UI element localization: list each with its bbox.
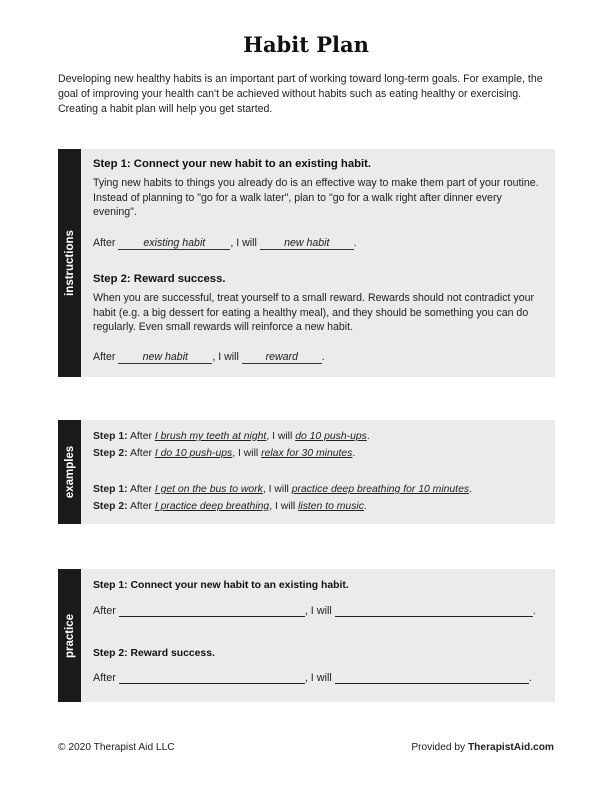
after-word: After [129, 484, 152, 495]
i-will-word: , I will [232, 448, 259, 459]
i-will-word: , I will [230, 237, 257, 249]
practice-step2-line [93, 672, 532, 684]
new-habit-input[interactable] [119, 672, 305, 684]
existing-habit-blank: existing habit [118, 237, 230, 250]
period: . [353, 237, 357, 249]
existing-habit-text: I brush my teeth at night [154, 431, 267, 442]
example-row [93, 447, 355, 461]
new-habit-blank: new habit [118, 351, 212, 364]
examples-section [58, 420, 555, 524]
i-will-word: , I will [262, 484, 289, 495]
period: . [532, 605, 536, 617]
footer-copyright: © 2020 Therapist Aid LLC [58, 742, 175, 753]
period: . [469, 484, 472, 495]
practice-section [58, 569, 555, 702]
instructions-step1-body: Tying new habits to things you already do is an effective way to make them part of your routine. Instead of planning to "go for a walk later", plan to "go for a walk right after dinner every evening". [93, 177, 539, 218]
instructions-step2-heading: Step 2: Reward success. [93, 273, 226, 285]
practice-step1-line [93, 605, 536, 617]
page-title: Habit Plan [243, 32, 369, 57]
example-row [93, 483, 472, 497]
examples-tab-label: examples [63, 445, 76, 499]
practice-tab-label: practice [63, 613, 76, 658]
instructions-step2-example [93, 351, 325, 364]
after-word: After [129, 501, 152, 512]
step-label: Step 2: [93, 501, 128, 512]
reward-text: relax for 30 minutes [261, 448, 353, 459]
instructions-tab-label: instructions [63, 230, 76, 296]
provided-by-text: Provided by [411, 742, 468, 753]
reward-text: listen to music [298, 501, 364, 512]
existing-habit-text: I practice deep breathing [154, 501, 270, 512]
step-label: Step 2: [93, 448, 128, 459]
practice-step1-heading: Step 1: Connect your new habit to an existing habit. [93, 580, 349, 591]
reward-blank: reward [242, 351, 322, 364]
reward-input[interactable] [335, 672, 529, 684]
period: . [528, 672, 532, 684]
i-will-word: , I will [304, 672, 332, 684]
after-word: After [93, 351, 116, 363]
new-habit-blank: new habit [260, 237, 354, 250]
i-will-word: , I will [304, 605, 332, 617]
after-word: After [93, 672, 116, 684]
instructions-step1-heading: Step 1: Connect your new habit to an existing habit. [93, 158, 372, 170]
practice-tab [58, 569, 81, 702]
example-row [93, 500, 367, 514]
existing-habit-text: I do 10 push-ups [154, 448, 233, 459]
example-row [93, 430, 370, 444]
existing-habit-input[interactable] [119, 605, 305, 617]
i-will-word: , I will [269, 501, 296, 512]
period: . [321, 351, 325, 363]
step-label: Step 1: [93, 484, 128, 495]
after-word: After [129, 448, 152, 459]
instructions-section [58, 149, 555, 377]
brand-link[interactable]: TherapistAid.com [467, 742, 554, 753]
period: . [366, 431, 370, 442]
after-word: After [93, 237, 116, 249]
practice-step2-heading: Step 2: Reward success. [93, 648, 215, 659]
i-will-word: , I will [266, 431, 293, 442]
period: . [352, 448, 356, 459]
step-label: Step 1: [93, 431, 128, 442]
examples-tab [58, 420, 81, 524]
after-word: After [129, 431, 152, 442]
new-habit-input[interactable] [335, 605, 533, 617]
instructions-step1-example [93, 237, 357, 250]
instructions-tab [58, 149, 81, 377]
existing-habit-text: I get on the bus to work [154, 484, 263, 495]
footer-provided-by [411, 742, 554, 753]
i-will-word: , I will [212, 351, 239, 363]
period: . [363, 501, 367, 512]
new-habit-text: practice deep breathing for 10 minutes [291, 484, 470, 495]
instructions-step2-body: When you are successful, treat yourself to a small reward. Rewards should not contradict your habit (e.g. a big dessert for eating a healthy meal), and they should be something you can do regularly. Even small rewards will reinforce a new habit. [93, 292, 535, 333]
intro-paragraph: Developing new healthy habits is an important part of working toward long-term goals. For example, the goal of improving your health can't be achieved without habits such as eating healthy or exercising. Creating a habit plan will help you get started. [58, 73, 543, 115]
new-habit-text: do 10 push-ups [295, 431, 367, 442]
after-word: After [93, 605, 116, 617]
